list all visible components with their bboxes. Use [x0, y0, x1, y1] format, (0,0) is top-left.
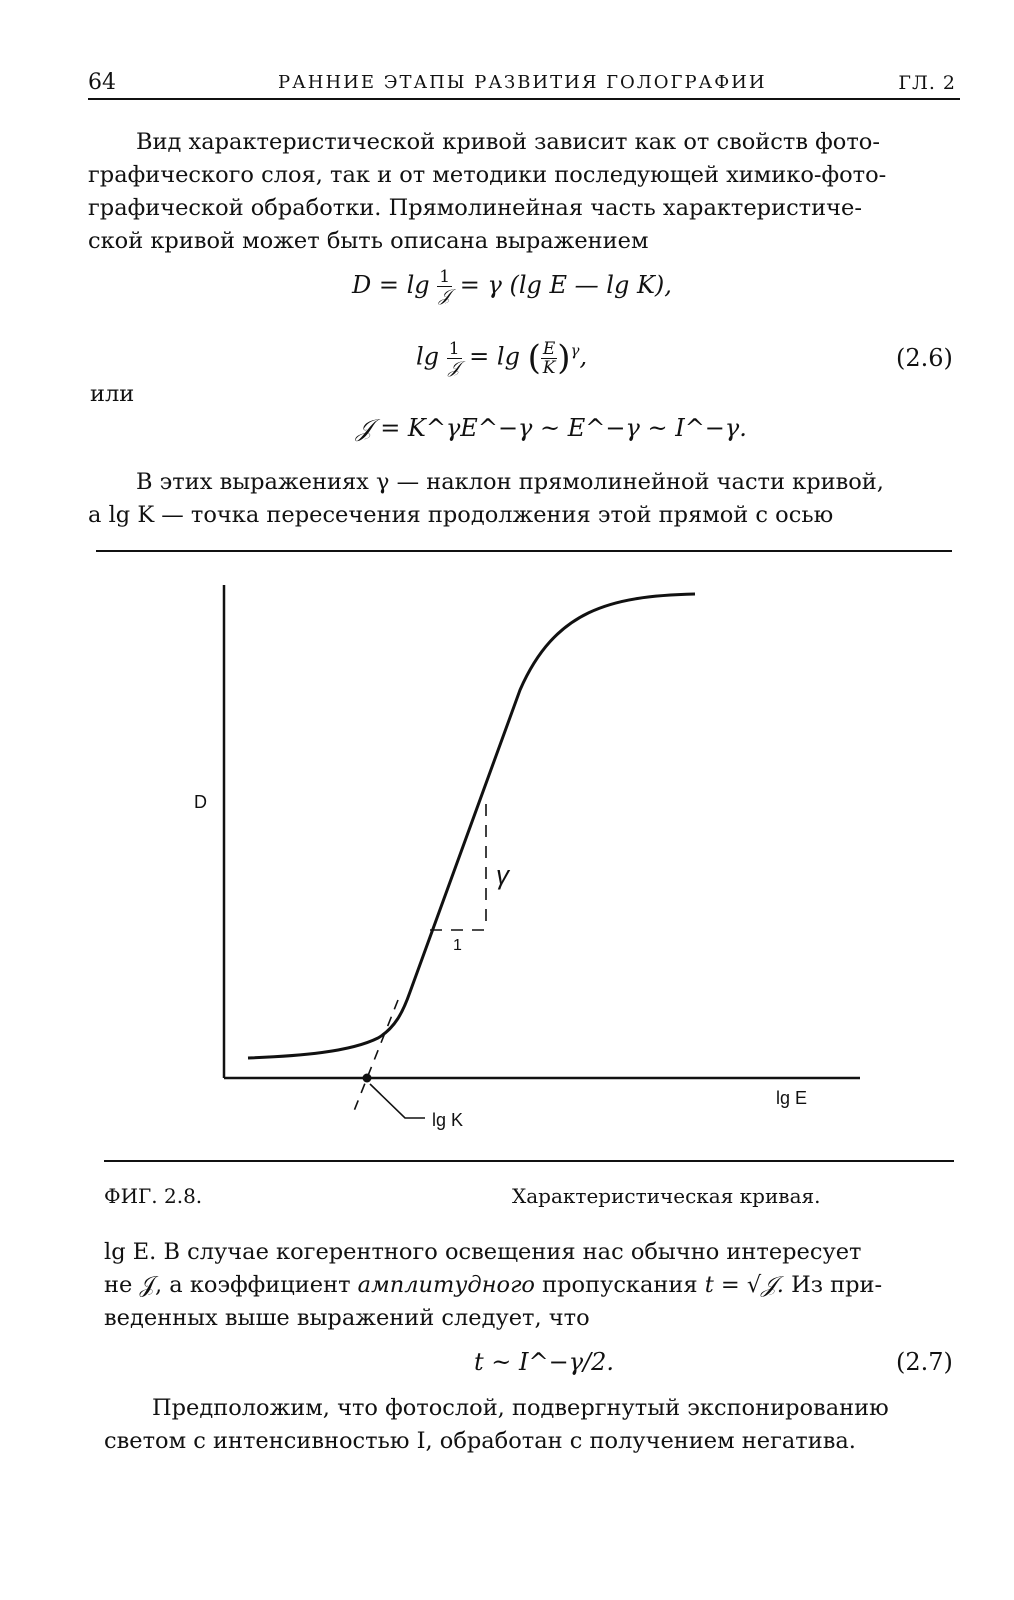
para2-line: В этих выражениях γ — наклон прямолинейной части кривой,: [136, 469, 884, 495]
intercept-label: lg K: [432, 1110, 464, 1130]
equation-1: [352, 268, 672, 305]
run-label: 1: [453, 937, 462, 954]
para3-line2-start: не 𝒥, а коэффициент: [104, 1272, 358, 1298]
tangent-extension-line: [352, 1000, 398, 1116]
eq2-paren-open: (: [527, 338, 541, 378]
figure-caption-text: Характеристическая кривая.: [512, 1184, 821, 1208]
characteristic-curve: [248, 594, 695, 1058]
eq2-frac-num: 1: [448, 338, 460, 359]
eq2-end: ,: [579, 342, 588, 371]
eq1-fraction: [437, 268, 452, 305]
figure-top-rule: [96, 550, 952, 552]
eq1-frac-den: 𝒥: [438, 286, 451, 306]
eq2-inner-den: K: [542, 357, 556, 378]
para3-line: веденных выше выражений следует, что: [104, 1305, 590, 1331]
eq2-inner-fraction: [541, 340, 557, 377]
equation-2: [416, 338, 587, 378]
intercept-leader-line: [370, 1084, 425, 1118]
para2-line: а lg K — точка пересечения продолжения этой прямой с осью: [88, 502, 834, 528]
slope-label: γ: [496, 860, 509, 890]
figure-bottom-rule: [104, 1160, 954, 1162]
characteristic-curve-figure: [0, 560, 1014, 1160]
running-title: РАННИЕ ЭТАПЫ РАЗВИТИЯ ГОЛОГРАФИИ: [278, 72, 767, 93]
eq1-right: = γ (lg E — lg K),: [459, 271, 672, 299]
para1-line: ской кривой может быть описана выражением: [88, 228, 649, 254]
equation-number-2-7: (2.7): [896, 1348, 953, 1376]
intercept-point: [363, 1074, 372, 1083]
para4-line: светом с интенсивностью I, обработан с получением негатива.: [104, 1428, 856, 1454]
paragraph-3: [104, 1236, 958, 1335]
eq2-inner-num: E: [542, 338, 556, 359]
equation-number-2-6: (2.6): [896, 344, 953, 372]
eq2-paren-close: ): [557, 338, 571, 378]
paragraph-2: [88, 466, 958, 532]
eq2-left: lg: [416, 342, 440, 371]
para1-line: графической обработки. Прямолинейная часть характеристиче-: [88, 195, 862, 221]
para1-line: графического слоя, так и от методики последующей химико-фото-: [88, 162, 887, 188]
x-axis-label: lg E: [776, 1088, 808, 1108]
para3-italic-term: амплитудного: [357, 1272, 535, 1298]
or-label: или: [90, 381, 135, 407]
figure-caption-number: ФИГ. 2.8.: [104, 1184, 203, 1208]
para3-formula: t = √𝒥.: [704, 1272, 784, 1298]
eq2-mid: = lg: [469, 342, 520, 371]
equation-3: 𝒥 = K^γE^−γ ~ E^−γ ~ I^−γ.: [356, 414, 747, 442]
eq1-frac-num: 1: [439, 267, 451, 287]
running-header: [88, 64, 960, 100]
equation-4: t ~ I^−γ/2.: [474, 1348, 615, 1376]
para3-line: [104, 1269, 958, 1302]
eq2-fraction: [447, 340, 462, 377]
eq2-exponent: γ: [570, 341, 580, 360]
paragraph-4: [104, 1392, 958, 1458]
page-number: 64: [88, 70, 116, 95]
para3-line2-end: Из при-: [783, 1272, 883, 1298]
para3-line: lg E. В случае когерентного освещения нас обычно интересует: [104, 1239, 862, 1265]
para1-line: Вид характеристической кривой зависит как от свойств фото-: [136, 129, 880, 155]
para3-line2-mid: пропускания: [534, 1272, 705, 1298]
eq2-frac-den: 𝒥: [448, 357, 460, 378]
paragraph-1: [88, 126, 958, 258]
eq1-left: D = lg: [352, 271, 430, 299]
chapter-label: ГЛ. 2: [898, 72, 956, 94]
y-axis-label: D: [194, 792, 207, 812]
para4-line: Предположим, что фотослой, подвергнутый экспонированию: [152, 1395, 889, 1421]
